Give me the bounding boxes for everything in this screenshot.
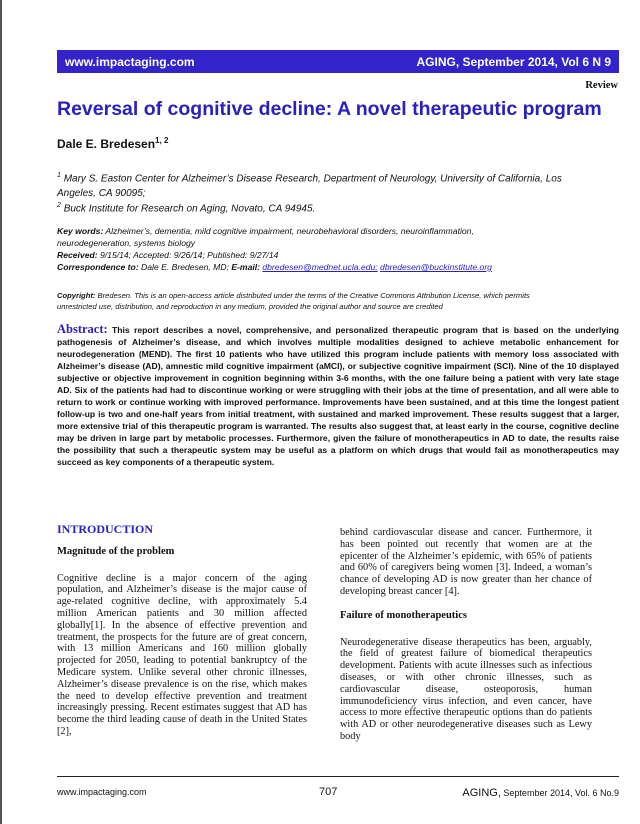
affiliation-1-line2: Angeles, CA 90095; (57, 188, 146, 200)
subheading-magnitude: Magnitude of the problem (57, 545, 175, 557)
keywords-row (57, 225, 617, 249)
page-edge-line (0, 0, 2, 824)
abstract (57, 323, 619, 468)
paragraph-epidemic: behind cardiovascular disease and cancer. Furthermore, it has been pointed out recently that women are at the epicenter of the Alzheimer’s epidemic, with 65% of patients and 60% of caregivers being women [3]. Indeed, a woman’s chance of developing AD is now greater than her chance of developing breast cancer [4]. (340, 527, 592, 597)
footer-journal (462, 787, 619, 799)
right-column (340, 527, 592, 743)
correspondence-text: Dale E. Bredesen, MD; (141, 262, 229, 272)
email-label: E-mail: (231, 262, 260, 272)
keywords-text: Alzheimer’s, dementia, mild cognitive impairment, neurobehavioral disorders, neuroinflammation, (105, 226, 474, 236)
article-title: Reversal of cognitive decline: A novel therapeutic program (57, 98, 602, 120)
author-affiliation-marks: 1, 2 (155, 136, 169, 145)
page-footer (57, 787, 619, 801)
author-line (57, 136, 168, 151)
affiliation-1-number: 1 (57, 172, 61, 179)
footer-issue: September 2014, Vol. 6 No.9 (503, 788, 619, 798)
subheading-monotherapeutics: Failure of monotherapeutics (340, 609, 467, 621)
keywords-label: Key words: (57, 226, 104, 236)
paragraph-monotherapeutics: Neurodegenerative disease therapeutics has been, arguably, the field of greatest failure of biomedical therapeutics development. Patients with acute illnesses such as infectious diseases, or with other chronic illnesses, such as cardiovascular disease, osteoporosis, human immunodeficiency virus infection, and even cancer, have access to more effective therapeutic options than do patients with AD or other neurodegenerative diseases such as Lewy body (340, 636, 592, 742)
correspondence-label: Correspondence to: (57, 262, 139, 272)
affiliation-2 (57, 198, 617, 216)
affiliation-1-line1: Mary S. Easton Center for Alzheimer’s Disease Research, Department of Neurology, University of California, Los (63, 173, 562, 185)
footer-rule (57, 776, 619, 777)
affiliation-1 (57, 168, 617, 201)
copyright-notice (57, 290, 617, 312)
keywords-text-2: neurodegeneration, systems biology (57, 238, 196, 248)
footer-website-link[interactable]: www.impactaging.com (57, 787, 147, 797)
dates-text: 9/15/14; Accepted: 9/26/14; Published: 9/27/14 (100, 250, 279, 260)
copyright-line2: unrestricted use, distribution, and reproduction in any medium, provided the original author and source are credited (57, 302, 443, 311)
article-metadata (57, 225, 617, 273)
left-column (57, 524, 307, 738)
paragraph-magnitude: Cognitive decline is a major concern of the aging population, and Alzheimer’s disease is the major cause of age-related cognitive decline, with approximately 5.4 million American patients and 30 million affected globally[1]. In the absence of effective prevention and treatment, the prospects for the future are of great concern, with 13 million Americans and 160 million globally projected for 2050, leading to potential bankruptcy of the Medicare system. Unlike several other chronic illnesses, Alzheimer’s disease prevalence is on the rise, which makes the need to develop effective prevention and treatment increasingly pressing. Recent estimates suggest that AD has become the third leading cause of death in the United States [2], (57, 572, 307, 737)
footer-journal-name: AGING, (462, 787, 501, 799)
copyright-label: Copyright: (57, 291, 96, 300)
journal-banner (57, 50, 619, 73)
dates-row (57, 249, 617, 261)
footer-page-number: 707 (319, 786, 338, 798)
email-link-ucla[interactable]: dbredesen@mednet.ucla.edu; (262, 262, 378, 272)
section-heading-introduction: INTRODUCTION (57, 522, 154, 536)
author-name: Dale E. Bredesen (57, 137, 156, 151)
banner-website-link[interactable]: www.impactaging.com (65, 55, 195, 69)
received-label: Received: (57, 250, 98, 260)
affiliation-2-number: 2 (57, 202, 61, 209)
affiliation-2-line1: Buck Institute for Research on Aging, Novato, CA 94945. (63, 203, 316, 215)
banner-issue: AGING, September 2014, Vol 6 N 9 (416, 55, 611, 69)
copyright-line1: Bredesen. This is an open-access article distributed under the terms of the Creative Commons Attribution License, which permits (97, 291, 530, 300)
abstract-text: This report describes a novel, comprehensive, and personalized therapeutic program that is based on the underlying pathogenesis of Alzheimer’s disease, and which involves multiple modalities designed to achieve metabolic enhancement for neurodegeneration (MEND). The first 10 patients who have utilized this program include patients with memory loss associated with Alzheimer’s disease (AD), amnestic mild cognitive impairment (aMCI), or subjective cognitive impairment (SCI). Nine of the 10 displayed subjective or objective improvement in cognition beginning within 3-6 months, with the one failure being a patient with very late stage AD. Six of the patients had had to discontinue working or were struggling with their jobs at the time of presentation, and all were able to return to work or continue working with improved performance. Improvements have been sustained, and at this time the longest patient follow-up is two and one-half years from initial treatment, with sustained and marked improvement. These results suggest that a larger, more extensive trial of this therapeutic program is warranted. The results also suggest that, at least early in the course, cognitive decline may be driven in large part by metabolic processes. Furthermore, given the failure of monotherapeutics in AD to date, the results raise the possibility that such a therapeutic system may be useful as a platform on which drugs that would fail as monotherapeutics may succeed as key components of a therapeutic system. (57, 325, 620, 467)
email-link-buck[interactable]: dbredesen@buckinstitute.org (380, 262, 492, 272)
correspondence-row (57, 261, 617, 273)
article-type: Review (585, 80, 618, 91)
abstract-label: Abstract: (57, 322, 108, 336)
